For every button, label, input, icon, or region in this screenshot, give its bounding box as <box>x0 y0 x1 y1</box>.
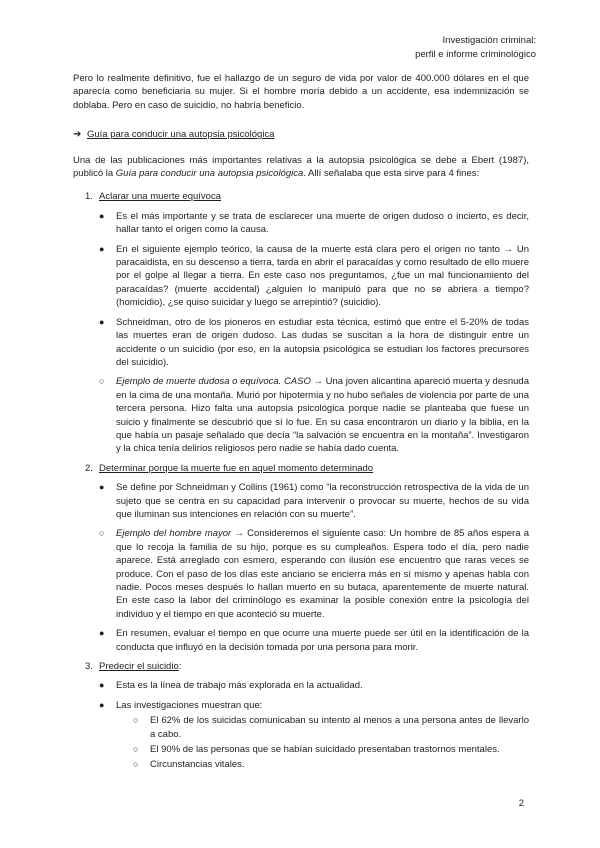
header-line-2: perfil e informe criminológico <box>415 48 536 60</box>
list-item <box>99 679 529 692</box>
bullet-icon: ● <box>99 210 105 221</box>
sub-list-item <box>133 714 529 741</box>
section-intro-paragraph <box>73 154 529 181</box>
section-title: Guía para conducir una autopsia psicológica <box>87 129 275 141</box>
page-header <box>415 34 536 61</box>
section-intro-text-end: . Allí señalaba que esta sirve para 4 fines: <box>303 168 480 180</box>
list-item <box>99 316 529 370</box>
bullet-icon: ● <box>99 699 105 710</box>
list-item <box>99 210 529 237</box>
case-label: Ejemplo del hombre mayor <box>116 528 232 540</box>
bullet-icon: ● <box>99 628 105 639</box>
item-title: Predecir el suicidio <box>99 661 179 673</box>
sub-item-text: El 62% de los suicidas comunicaban su intento al menos a una persona antes de llevarlo a cabo. <box>150 715 529 740</box>
arrow-icon: ➔ <box>73 129 82 141</box>
bullet-icon: ● <box>99 680 105 691</box>
list-item <box>99 481 529 521</box>
list-item <box>99 527 529 621</box>
bullet-icon: ● <box>99 482 105 493</box>
bullet-text: En resumen, evaluar el tiempo en que ocurre una muerte puede ser útil en la identificación de la conducta que influyó en la decisión tomada por una persona para morir. <box>116 628 529 653</box>
bullet-list-1 <box>73 210 529 456</box>
bullet-icon: ● <box>99 316 105 327</box>
section-heading <box>73 128 529 141</box>
bullet-text: Esta es la línea de trabajo más explorada en la actualidad. <box>116 680 363 692</box>
header-line-1: Investigación criminal: <box>442 35 536 46</box>
bullet-text: → Consideremos el siguiente caso: Un hombre de 85 años espera a que lo recoja la familia de su hijo, porque es su cumpleaños. Espera todo el día, pero nadie aparece. Está arreglado con esmero, esperando con ilusión ese encuentro que raras veces se produce. Con el paso de los días este anciano se encierra más en sí mismo y apenas habla con nadie. Pocos meses después lo hallan muerto en su butaca, aparentemente de muerte natural. En este caso la labor del criminólogo es examinar la posible conexión entre la psicología del individuo y el tiempo en que aconteció su muerte. <box>116 528 529 620</box>
list-item <box>99 627 529 654</box>
sub-item-text: El 90% de las personas que se habían suicidado presentaban trastornos mentales. <box>150 744 500 756</box>
item-title: Determinar porque la muerte fue en aquel momento determinado <box>99 462 374 474</box>
bullet-list-3 <box>73 679 529 771</box>
bullet-icon: ● <box>99 243 105 254</box>
list-item <box>99 699 529 772</box>
item-title: Aclarar una muerte equívoca <box>99 191 221 203</box>
circle-bullet-icon: ○ <box>99 376 105 387</box>
sub-item-text: Circunstancias vitales. <box>150 759 245 771</box>
item-title-suffix: : <box>178 661 182 673</box>
numbered-item-1 <box>73 190 529 203</box>
list-item <box>99 375 529 455</box>
sub-list <box>116 714 529 772</box>
bullet-text: Schneidman, otro de los pioneros en estudiar esta técnica, estimó que entre el 5-20% de todas las muertes eran de origen dudoso. Las dudas se suscitan a la hora de distinguir entre un accidente o un suicidio (por eso, en la autopsia psicológica se estudian los factores precursores del suicidio). <box>116 316 529 368</box>
case-label: Ejemplo de muerte dudosa o equívoca. CASO <box>116 376 311 388</box>
circle-bullet-icon: ○ <box>99 528 105 539</box>
sub-list-item <box>133 758 529 771</box>
circle-bullet-icon: ○ <box>133 759 139 770</box>
circle-bullet-icon: ○ <box>133 715 139 726</box>
numbered-item-3 <box>73 660 529 673</box>
numbered-item-2 <box>73 462 529 475</box>
page-number: 2 <box>518 798 524 809</box>
bullet-text: Es el más importante y se trata de esclarecer una muerte de origen dudoso o incierto, es decir, hallar tanto el origen como la causa. <box>116 210 529 236</box>
item-title-wrap <box>99 660 181 673</box>
bullet-text: Las investigaciones muestran que: <box>116 699 263 711</box>
intro-paragraph: Pero lo realmente definitivo, fue el hallazgo de un seguro de vida por valor de 400.000 dólares en el que aparecía como beneficiaria su mujer. Si el hombre moría debido a un accidente, esa indemnización se doblaba. Pero en caso de suicidio, no habría beneficio. <box>73 73 529 111</box>
guide-title-italic: Guía para conducir una autopsia psicológica <box>115 168 304 180</box>
section-intro-text: Una de las publicaciones más importantes relativas a la autopsia psicológica se debe a Ebert (1987), publicó la <box>73 154 529 180</box>
bullet-text: En el siguiente ejemplo teórico, la causa de la muerte está clara pero el origen no tanto → Un paracaidista, en su descenso a tierra, tarda en abrir el paracaídas y como resultado de ello muere por el golpe al llegar a tierra. En este caso nos preguntamos, ¿fue un mal funcionamiento del paracaídas? (muerte accidental) ¿alguien lo manipuló para que no se abriera a tiempo? (homicidio), ¿se quiso suicidar y luego se arrepintió? (suicidio). <box>116 243 529 309</box>
item-number: 1. <box>85 191 93 203</box>
item-number: 2. <box>85 462 93 474</box>
bullet-text: → Una joven alicantina apareció muerta y desnuda en la cima de una montaña. Murió por hipotermia y no hubo señales de violencia por parte de una tercera persona. Hizo falta una autopsia psicológica porque nadie se planteaba que fuese un suicio y finalmente se descubrió que sí lo fue. En su casa encontraron un diario y la biblia, en la que había un pasaje señalado que decía “la salvación se encuentra en la montaña”. Investigaron y la chica tenía delirios religiosos pero nadie se había dado cuenta. <box>116 376 529 455</box>
list-item <box>99 243 529 310</box>
circle-bullet-icon: ○ <box>133 744 139 755</box>
document-body <box>73 72 529 778</box>
bullet-list-2 <box>73 481 529 654</box>
sub-list-item <box>133 743 529 756</box>
item-number: 3. <box>85 661 93 673</box>
bullet-text: Se define por Schneidman y Collins (1961) como “la reconstrucción retrospectiva de la vida de un sujeto que se centra en su capacidad para intervenir o provocar su muerte, hechos de su vida que iluminan sus intenciones en relación con su muerte”. <box>116 482 529 520</box>
